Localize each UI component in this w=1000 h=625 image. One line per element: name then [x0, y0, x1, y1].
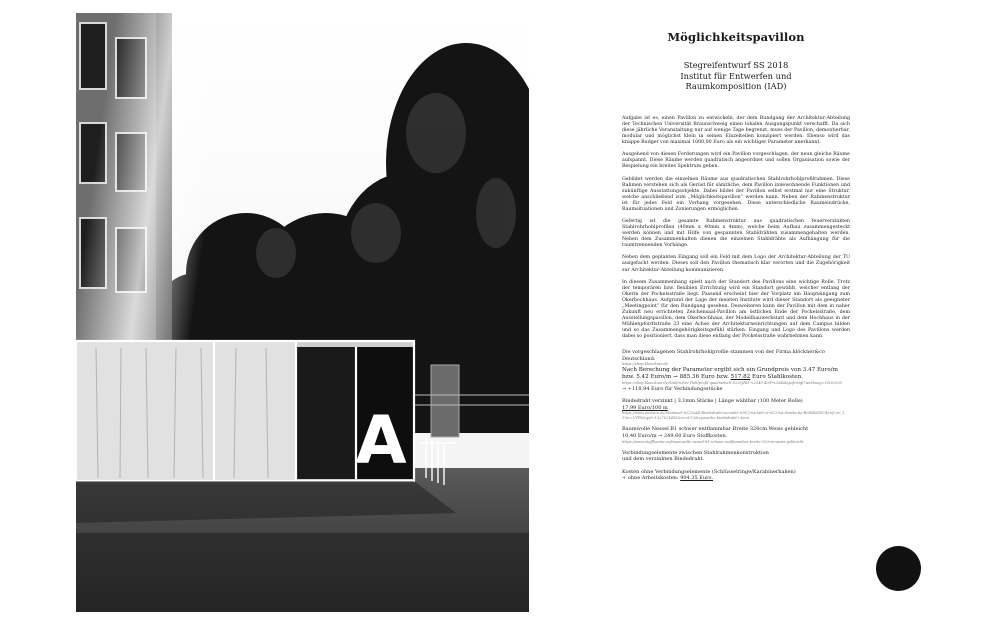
cloth-link[interactable]: https://www.stoffkontor.eu/baumwolle-nessel-b1-schwer-entflammbar-breite-320cm-weiss-gebleicht: [622, 439, 804, 444]
body-paragraph: Ausgehend von diesen Forderungen wird ein Pavillon vorgeschlagen, der neun gleiche Räume aufspannt. Diese Räume werden quadratisch angeordnet und sollen Organisation sowie der Bespielung ein breites Spektrum geben.: [622, 152, 850, 170]
profiles-intro: Die vorgeschlagenen Stahlrohrhohlprofile stammen von der Firma klöckner&co Deutschland:: [622, 349, 825, 362]
wire-link[interactable]: https://www.amazon.de/Mannual-%C2%AE-Bindedraht-verzinkt-%9C2%A-lahr-a-%C2%A-Stärke-dp-B00HIAT874/ref=sr_1_1?ie=UTF8&qid=1527621495&sr=8-1&keywords=bindedraht+3mm: [622, 411, 847, 421]
subtitle-line: Stegreifentwurf SS 2018: [683, 60, 789, 70]
wire-price: 17,99 Euro/100 m: [622, 404, 668, 411]
body-paragraph: Gefertig ist die gesamte Rahmenstruktur aus quadratischen feuerverzinkten Stahlrohrhohlprofilen (40mm x 40mm x 4mm), welche beim Aufbau zusammengesteckt werden können und mit Hilfe von gespannten Stahldrähten zusammengehalten werden. Neben dem Zusammenhalten dienen die einzelnen Stahldrähte als Aufhängung für die raumtrennenden Vorhänge.: [622, 219, 850, 249]
subtitle-line: Raumkomposition (IAD): [685, 81, 787, 92]
price-calculation: [622, 367, 850, 381]
profiles-note: [622, 349, 850, 392]
total-line: [622, 475, 850, 482]
pavilion-logo-letter: A: [355, 402, 407, 479]
page-title: Möglichkeitspavillon: [667, 30, 805, 44]
calc-highlight: 517.82: [730, 374, 751, 381]
pavilion-photo: [76, 13, 529, 612]
body-paragraph: Gebildet werden die einzelnen Räume aus quadratischen Stahlrohrhohlprofilrahmen. Diese Rahmen verstehen sich als Gerüst für sämtliche, dem Pavillon innewohnende Funktionen und zukünftige Ausstattungsobjekte. Dabei bildet der Pavillon selbst erstmal nur eine Struktur, welche anschließend zum „Möglichkeitspavillon“ werden kann. Neben der Rahmenstruktur ist für jedes Feld ein Vorhang vorgesehen. Diese unterschiedliche Raumeindrücke, Raumsituationen und Zonierungen ermöglichen.: [622, 176, 850, 212]
page-marker-dot: [876, 546, 921, 591]
total-note: [622, 469, 850, 482]
pavilion-photo-drawing: [76, 13, 529, 612]
profiles-link[interactable]: https://shop.kloeckner.de: [622, 362, 668, 367]
calc-prefix: Nach Berechung der Parameter ergibt sich ein Grundpreis von 3.47 Euro/m bzw. 5.42 Euro/m → 885.36 Euro bzw.: [622, 367, 838, 381]
body-paragraph: In diesem Zusammenhang spielt auch der Standort des Pavillons eine wichtige Rolle. Trotz der temporären bzw. flexiblen Errichtung wird ein Standort gewählt, welcher entlang der Okerin der Pockelsstraße liegt. Passend erscheint hier der Vorplatz am Haupteingang zum Okerhochhaus. Aufgrund der Lage der meisten Institute wird dieser Standort als geeigneter „Meetingpoint“ für den Rundgang gesehen. Desweiteren kann der Pavillon mit dem in naher Zukunft neu errichteten Zeichensaal-Pavillon am östlichen Ende der Pockelsstraße, dem Ausstellungspavillon, dem Okerhochhaus, der Modellbauwerkstatt und dem Hochhaus in der Mühlenpfordtstraße 23 eine Achse der Architekturneinrichtungen auf dem Campus bilden und so das Zusammengehörigkeitsgefühl stärken. Eingang und Logo des Pavillons werden dabei so positioniert, dass man diese entlang der Pockelsstraße wahrnehmen kann.: [622, 279, 850, 340]
cloth-price: 10,40 Euro/m → 249,60 Euro Stoffkosten.: [622, 432, 728, 439]
connectors-cost: → +118,94 Euro für Verbindungsstücke: [622, 386, 723, 392]
connect-line: Verbindungselemente zwischen Stahlrahmenkonstruktion: [622, 449, 769, 456]
total-line: Kosten ohne Verbindungselemente (Schlüsselringe/Karabinerhaken): [622, 468, 796, 475]
connect-line: und dem verzinkten Bindedraht.: [622, 456, 705, 463]
calc-link[interactable]: https://shop.kloeckner.de/Stahlrohre-Hohlprofil-quadratisch-S235JRH-%2040-40/P%20Kaltgefertigt?werbung=1000/200: [622, 381, 842, 386]
cost-notes: [622, 349, 850, 482]
wire-note: [622, 398, 850, 421]
cloth-note: [622, 426, 850, 444]
subtitle-line: Institut für Entwerfen und: [680, 70, 792, 81]
subtitle: [622, 60, 850, 92]
body-paragraph: Aufgabe ist es, einen Pavillon zu entwickeln, der dem Rundgang der Architektur-Abteilung der Technischen Universität Braunschweig einen lokalen Ausgangspunkt verschafft. Da sich diese jährliche Veranstaltung nur auf wenige Tage begrenzt, muss der Pavillon, demontierbar, modular und möglichst klein in seinen Einzelteilen konzipiert werden. Ebenso wird das knappe Budget von maximal 1000,00 Euro als ein wichtiger Parameter anerkannt.: [622, 115, 850, 145]
total-prefix: + ohne Arbeitskosten:: [622, 475, 679, 482]
text-column: [622, 30, 850, 487]
body-paragraph: Neben dem geplanten Eingang soll ein Feld mit dem Logo der Architektur-Abteilung der TU ausgefacht werden. Dieses soll den Pavillon thematisch klar verorten und die Zugehörigkeit zur Architektur-Abteilung kommunizieren.: [622, 255, 850, 273]
connect-note: [622, 450, 850, 463]
wire-line: Bindedraht verzinkt | 3,1mm Stärke | Länge wählbar (100 Meter Rolle): [622, 398, 803, 405]
calc-suffix: Euro Stahlkosten.: [752, 374, 803, 381]
total-value: 904.35 Euro.: [680, 475, 714, 482]
cloth-line: Baumwolle Nessel B1 schwer entflammbar Breite 320cm Weiss gebleicht: [622, 426, 809, 433]
